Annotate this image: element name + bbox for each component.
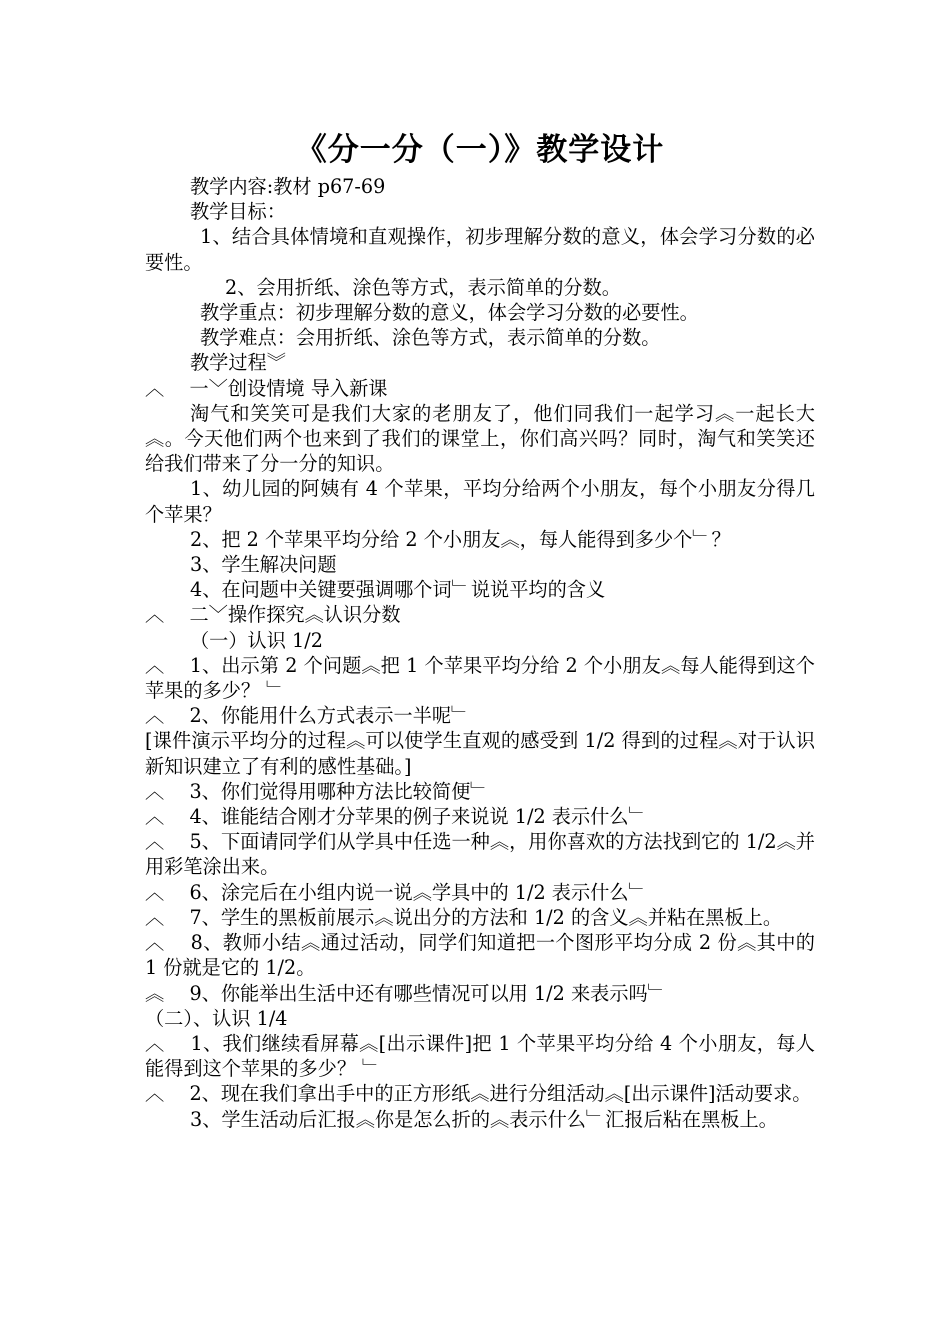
- paragraph: 3、学生活动后汇报︽你是怎么折的︽表示什么﹂汇报后粘在黑板上。: [190, 1107, 778, 1131]
- paragraph: ︿ 6、涂完后在小组内说一说︽学具中的 1/2 表示什么﹂: [145, 880, 648, 904]
- paragraph: 淘气和笑笑可是我们大家的老朋友了，他们同我们一起学习︽一起长大︽。今天他们两个也来到了我们的课堂上，你们高兴吗？同时，淘气和笑笑还给我们带来了分一分的知识。: [145, 401, 815, 476]
- paragraph: 2、把 2 个苹果平均分给 2 个小朋友︽，每人能得到多少个﹂？: [190, 527, 731, 551]
- paragraph: 教学难点：会用折纸、涂色等方式，表示简单的分数。: [200, 326, 661, 350]
- paragraph: ︽ 9、你能举出生活中还有哪些情况可以用 1/2 来表示吗﹂: [145, 981, 667, 1005]
- paragraph: 教学重点：初步理解分数的意义，体会学习分数的必要性。: [200, 301, 699, 325]
- paragraph: ︿ 一﹀创设情境 导入新课: [145, 376, 388, 400]
- paragraph: 4、在问题中关键要强调哪个词﹂说说平均的含义: [190, 578, 606, 602]
- paragraph: （一）认识 1/2: [190, 628, 323, 652]
- paragraph: 教学过程︾: [190, 351, 286, 375]
- paragraph: ︿ 1、我们继续看屏幕︽[出示课件]把 1 个苹果平均分给 4 个小朋友，每人能得到这个苹果的多少？ ﹂: [145, 1031, 815, 1081]
- paragraph: 2、会用折纸、涂色等方式，表示简单的分数。: [225, 275, 621, 299]
- paragraph: 1、结合具体情境和直观操作，初步理解分数的意义，体会学习分数的必要性。: [145, 225, 815, 274]
- paragraph: ︿ 1、出示第 2 个问题︽把 1 个苹果平均分给 2 个小朋友︽每人能得到这个苹果的多少？ ﹂: [145, 653, 815, 703]
- paragraph: ︿ 5、下面请同学们从学具中任选一种︽，用你喜欢的方法找到它的 1/2︽并用彩笔涂出来。: [145, 830, 815, 879]
- paragraph: 1、幼儿园的阿姨有 4 个苹果，平均分给两个小朋友，每个小朋友分得几个苹果？: [145, 477, 815, 526]
- paragraph: ︿ 二﹀操作探究︽认识分数: [145, 603, 401, 627]
- paragraph: [课件演示平均分的过程︽可以使学生直观的感受到 1/2 得到的过程︽对于认识新知识建立了有利的感性基础。]: [145, 729, 815, 778]
- paragraph: 3、学生解决问题: [190, 553, 337, 577]
- paragraph: ︿ 4、谁能结合刚才分苹果的例子来说说 1/2 表示什么﹂: [145, 805, 648, 829]
- document-body: [145, 174, 822, 1132]
- paragraph: 教学目标：: [190, 200, 286, 224]
- document-title: 《分一分（一）》教学设计: [295, 132, 665, 168]
- paragraph: ︿ 2、你能用什么方式表示一半呢﹂: [145, 704, 471, 728]
- document-page: [145, 128, 822, 1132]
- paragraph: ︿ 8、教师小结︽通过活动，同学们知道把一个图形平均分成 2 份︽其中的 1 份就是它的 1/2。: [145, 931, 822, 980]
- paragraph: ︿ 7、学生的黑板前展示︽说出分的方法和 1/2 的含义︽并粘在黑板上。: [145, 905, 783, 929]
- paragraph: ︿ 3、你们觉得用哪种方法比较简便﹂: [145, 779, 490, 803]
- paragraph: （二）、认识 1/4: [145, 1006, 288, 1030]
- paragraph: ︿ 2、现在我们拿出手中的正方形纸︽进行分组活动︽[出示课件]活动要求。: [145, 1082, 812, 1106]
- paragraph: 教学内容:教材 p67-69: [190, 175, 386, 198]
